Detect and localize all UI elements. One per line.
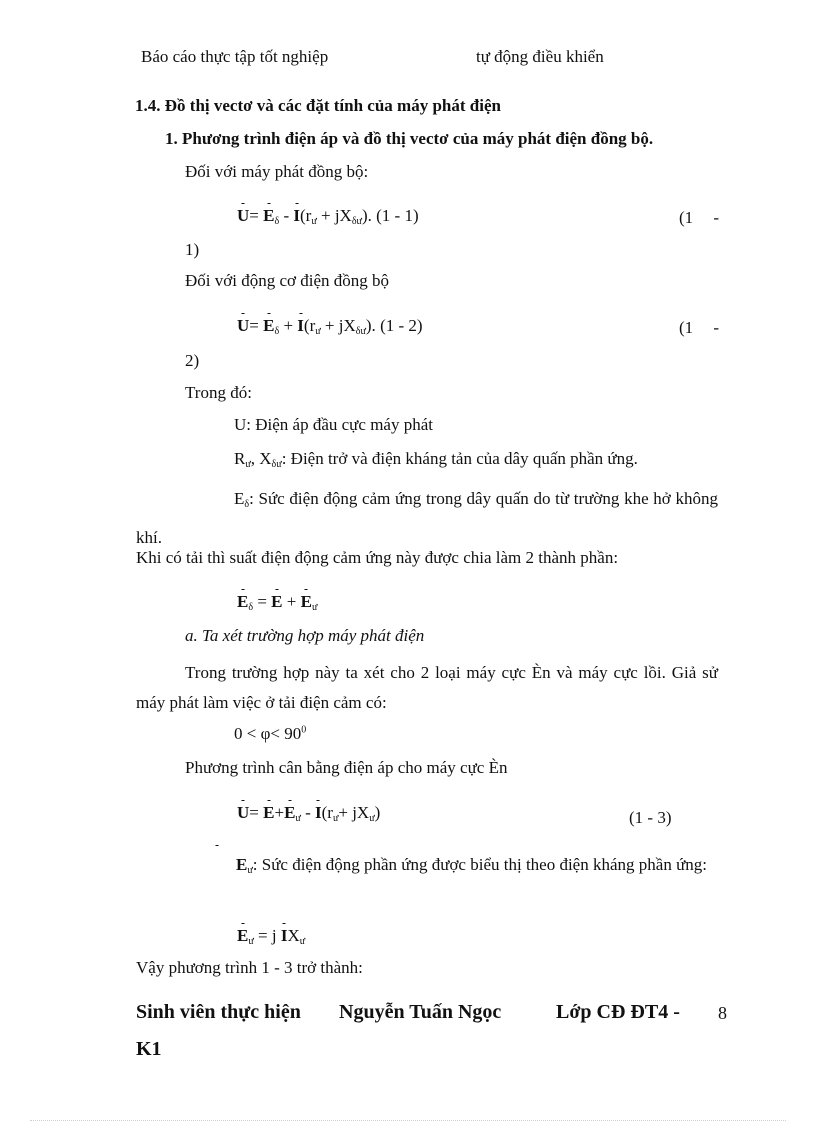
definition-text: : Điện trở và điện kháng tản của dây quấn phần ứng.	[281, 449, 638, 468]
symbol-e: E	[234, 489, 245, 508]
subscript: ư	[295, 813, 301, 824]
equation-eu	[237, 926, 305, 947]
vector-e: E	[263, 206, 275, 225]
page-number: 8	[718, 1003, 727, 1023]
superscript: 0	[301, 724, 307, 736]
symbol-r: R	[234, 449, 246, 468]
equation-1-wrap: 1)	[185, 240, 200, 259]
load-text: Khi có tải thì suất điện động cảm ứng này được chia làm 2 thành phần:	[136, 548, 619, 567]
equation-2-wrap: 2)	[185, 351, 200, 370]
vector-e: E	[271, 592, 283, 611]
footer-student-label: Sinh viên thực hiện	[136, 1001, 301, 1023]
paren: (r	[303, 316, 316, 335]
operator: +	[274, 803, 285, 822]
equation-split	[237, 592, 317, 613]
equation-2	[237, 316, 423, 337]
equation-1	[237, 206, 419, 227]
subscript: ư	[315, 326, 321, 337]
operator: + jX	[320, 206, 352, 225]
vector-e: E	[237, 592, 249, 611]
vector-u: U	[237, 316, 250, 335]
vector-i: I	[293, 206, 300, 225]
operator: -	[283, 206, 290, 225]
vector-e: E	[263, 316, 275, 335]
vector-e: E	[237, 926, 249, 945]
equation-label: (1 - 2)	[380, 316, 423, 335]
page-bottom-divider	[30, 1120, 786, 1121]
definition-r-x	[234, 449, 638, 470]
definition-e	[136, 482, 718, 554]
footer-class: Lớp CĐ ĐT4 -	[556, 1001, 680, 1023]
subscript: δ	[248, 602, 254, 613]
definition-text: : Sức điện động cảm ứng trong dây quấn do từ trường khe hở không khí.	[136, 489, 718, 547]
operator: +	[283, 316, 294, 335]
paren: )	[374, 803, 381, 822]
section-title: 1.4. Đồ thị vectơ và các đặt tính của máy phát điện	[135, 96, 501, 115]
subscript: ư	[311, 602, 318, 613]
subscript: ư	[245, 459, 251, 470]
header-left: Báo cáo thực tập tốt nghiệp	[141, 47, 329, 66]
subscript: δư	[355, 326, 366, 337]
symbol-x: X	[287, 926, 300, 945]
header-right: tự động điều khiển	[476, 47, 604, 66]
footer-class-wrap: K1	[136, 1038, 162, 1060]
symbol-x: , X	[250, 449, 272, 468]
paren: ).	[365, 316, 376, 335]
operator: +	[286, 592, 297, 611]
phi-range	[234, 724, 306, 744]
subscript: ư	[247, 865, 253, 876]
vector-u: U	[237, 803, 250, 822]
becomes-text: Vậy phương trình 1 - 3 trở thành:	[136, 958, 363, 977]
definition-u: U: Điện áp đầu cực máy phát	[234, 415, 433, 434]
subscript: ư	[311, 216, 317, 227]
subscript: ư	[332, 813, 339, 824]
balance-text: Phương trình cân bằng điện áp cho máy cực Èn	[185, 758, 508, 777]
eq-sign: = j	[258, 926, 277, 945]
definition-text: : Sức điện động phần ứng được biểu thị theo điện kháng phần ứng:	[252, 855, 708, 874]
equation-2-right-label: (1 -	[679, 318, 719, 337]
subscript: ư	[299, 936, 306, 947]
paren: ).	[361, 206, 372, 225]
equation-3	[237, 803, 380, 824]
case-paragraph: Trong trường hợp này ta xét cho 2 loại máy cực Èn và máy cực lồi. Giả sử máy phát làm việc ở tải điện cảm có:	[136, 663, 718, 712]
vector-e: E	[284, 803, 296, 822]
case-a-heading: a. Ta xét trường hợp máy phát điện	[185, 626, 425, 645]
operator: -	[305, 803, 311, 822]
vector-e: E	[263, 803, 275, 822]
where-label: Trong đó:	[185, 383, 252, 402]
subscript: δ	[274, 326, 280, 337]
equation-3-label: (1 - 3)	[629, 808, 672, 827]
subscript: δư	[351, 216, 362, 227]
subscript: δ	[274, 216, 280, 227]
intro-generator: Đối với máy phát đồng bộ:	[185, 162, 369, 181]
vector-i: I	[297, 316, 304, 335]
equation-label: (1 - 1)	[376, 206, 419, 225]
operator: + jX	[338, 803, 370, 822]
subscript: ư	[369, 813, 375, 824]
equation-1-right-label: (1 -	[679, 208, 719, 227]
eq-sign: =	[249, 316, 259, 335]
operator: + jX	[324, 316, 356, 335]
eq-sign: =	[257, 592, 267, 611]
eq-sign: =	[249, 206, 259, 225]
subscript: δư	[271, 459, 282, 470]
vector-e: E	[186, 848, 247, 881]
vector-e: E	[300, 592, 312, 611]
vector-u: U	[237, 206, 250, 225]
subscript: δ	[244, 499, 250, 510]
paren: (r	[321, 803, 333, 822]
paren: (r	[299, 206, 312, 225]
intro-motor: Đối với động cơ điện đồng bộ	[185, 271, 390, 290]
eu-description	[136, 848, 718, 887]
vector-i: I	[315, 803, 322, 822]
eq-sign: =	[249, 803, 259, 822]
phi-text: 0 < φ< 90	[234, 724, 302, 743]
subscript: ư	[248, 936, 254, 947]
footer-name: Nguyễn Tuấn Ngọc	[339, 1001, 502, 1023]
subsection-title: 1. Phương trình điện áp và đồ thị vectơ của máy phát điện đồng bộ.	[165, 129, 654, 148]
vector-i: I	[280, 926, 288, 945]
